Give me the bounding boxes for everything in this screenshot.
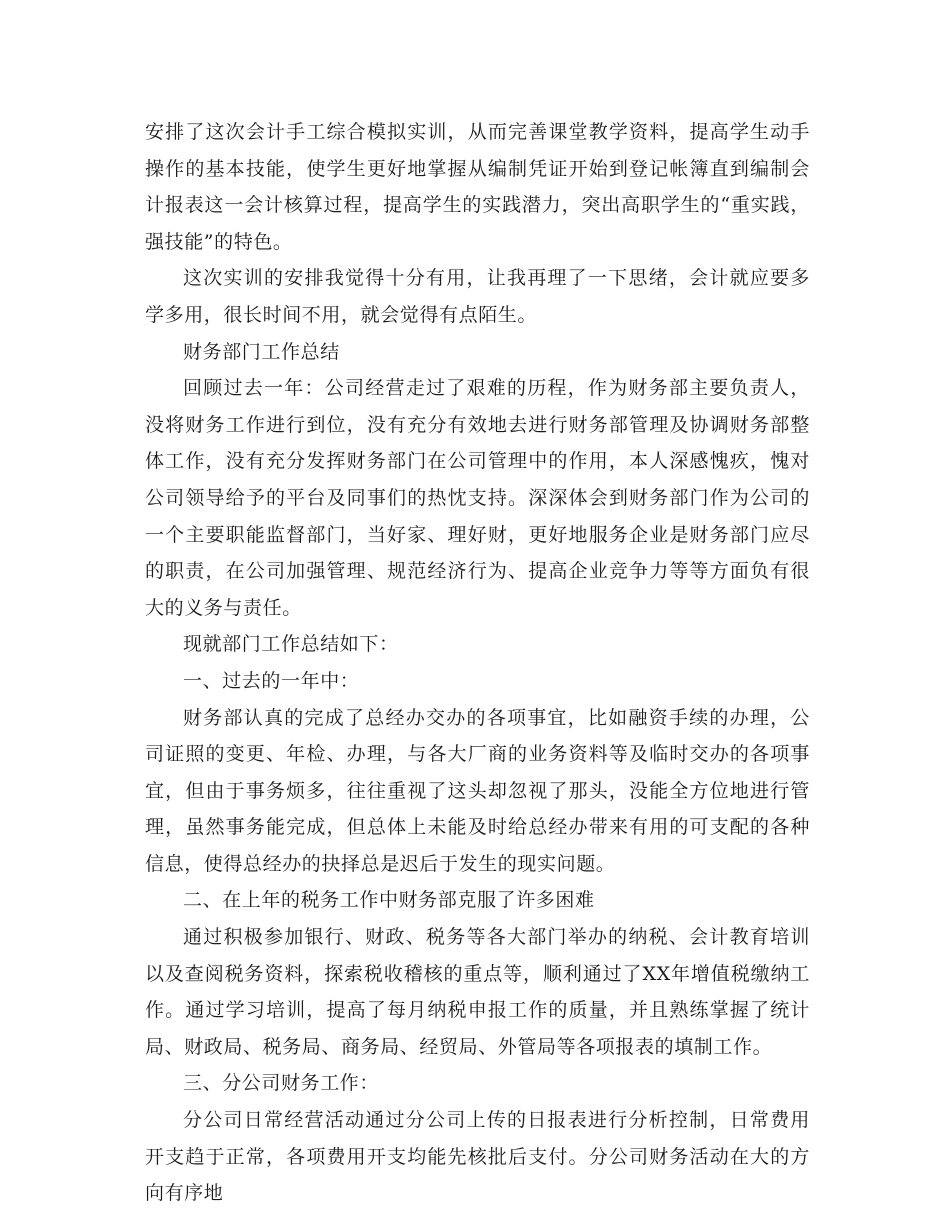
paragraph-section-one: 财务部认真的完成了总经办交办的各项事宜，比如融资手续的办理，公司证照的变更、年检、办理，与各大厂商的业务资料等及临时交办的各项事宜，但由于事务烦多，往往重视了这头却忽视了那头，没能全方位地进行管理，虽然事务能完成，但总体上未能及时给总经办带来有用的可支配的各种信息，使得总经办的抉择总是迟后于发生的现实问题。 [145, 706, 810, 875]
paragraph-year-review: 回顾过去一年：公司经营走过了艰难的历程，作为财务部主要负责人，没将财务工作进行到位，没有充分有效地去进行财务部管理及协调财务部整体工作，没有充分发挥财务部门在公司管理中的作用，本人深感愧疚，愧对公司领导给予的平台及同事们的热忱支持。深深体会到财务部门作为公司的一个主要职能监督部门，当好家、理好财，更好地服务企业是财务部门应尽的职责，在公司加强管理、规范经济行为、提高企业竞争力等等方面负有很大的义务与责任。 [145, 377, 810, 619]
paragraph-section-three: 分公司日常经营活动通过分公司上传的日报表进行分析控制，日常费用开支趋于正常，各项费用开支均能先核批后支付。分公司财务活动在大的方向有序地 [145, 1109, 810, 1205]
paragraph-section-two: 通过积极参加银行、财政、税务等各大部门举办的纳税、会计教育培训以及查阅税务资料，探索税收稽核的重点等，顺利通过了XX年增值税缴纳工作。通过学习培训，提高了每月纳税申报工作的质量，并且熟练掌握了统计局、财政局、税务局、商务局、经贸局、外管局等各项报表的填制工作。 [145, 926, 810, 1058]
section-title-finance-summary: 财务部门工作总结 [183, 340, 340, 363]
paragraph-training-intro: 安排了这次会计手工综合模拟实训，从而完善课堂教学资料，提高学生动手操作的基本技能，使学生更好地掌握从编制凭证开始到登记帐簿直到编制会计报表这一会计核算过程，提高学生的实践潜力，突出高职学生的“重实践，强技能”的特色。 [145, 121, 810, 253]
heading-section-two: 二、在上年的税务工作中财务部克服了许多困难 [183, 889, 595, 912]
paragraph-training-reflection: 这次实训的安排我觉得十分有用，让我再理了一下思绪，会计就应要多学多用，很长时间不用，就会觉得有点陌生。 [145, 267, 810, 326]
document-body [145, 114, 810, 1212]
paragraph-summary-lead: 现就部门工作总结如下： [183, 633, 399, 656]
heading-section-one: 一、过去的一年中： [183, 669, 360, 692]
heading-section-three: 三、分公司财务工作： [183, 1072, 380, 1095]
